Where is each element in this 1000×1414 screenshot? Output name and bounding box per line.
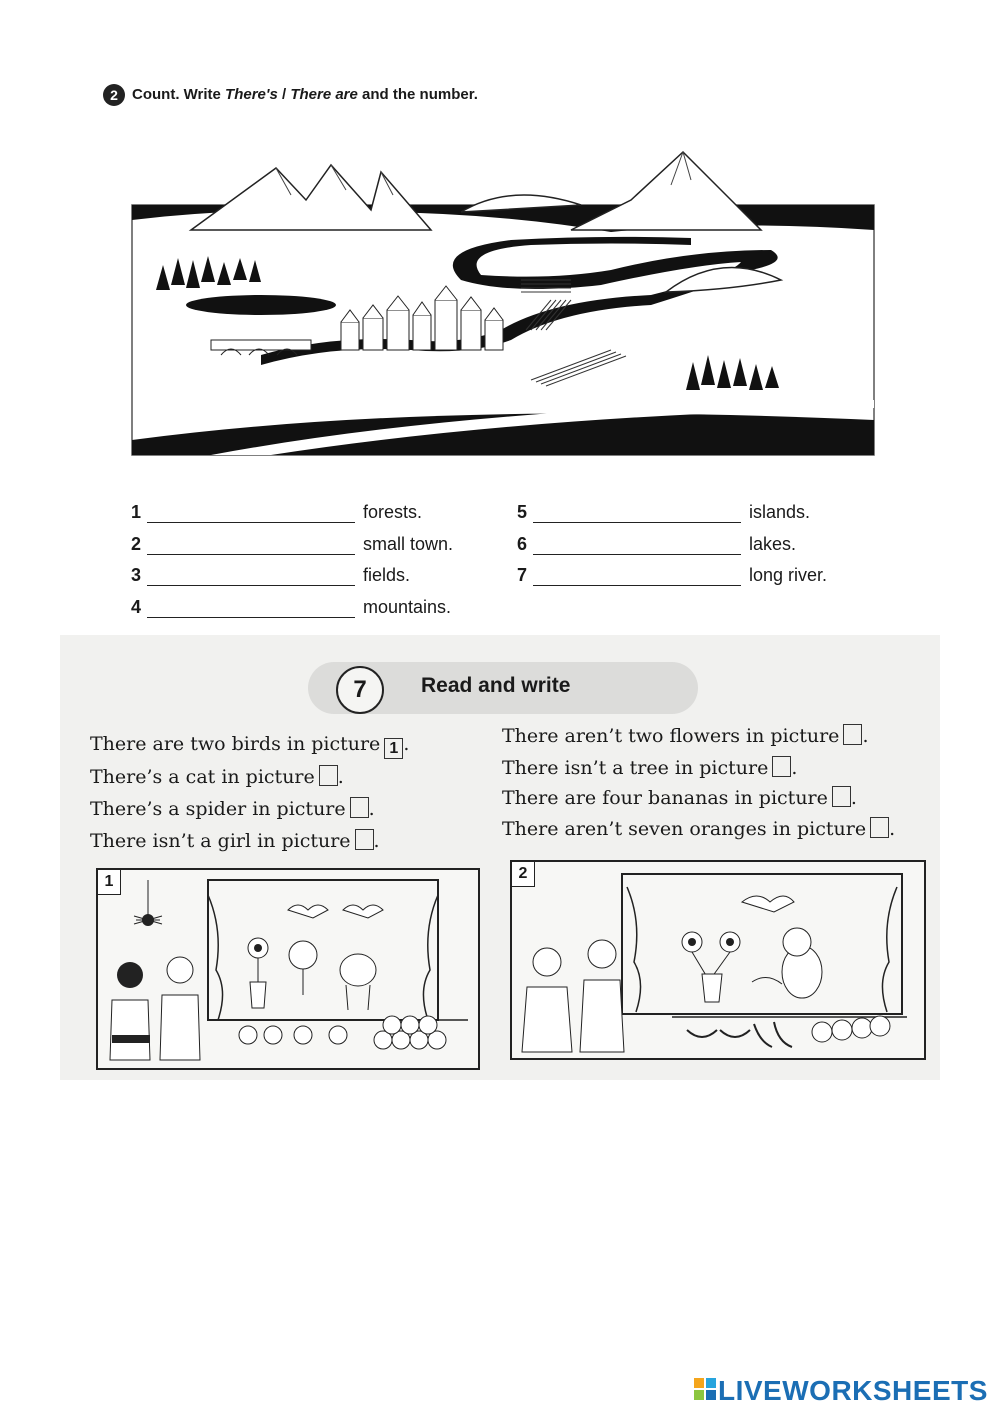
exercise-2-number-badge: 2 [103, 84, 125, 106]
picture-1-illustration [98, 870, 478, 1068]
picture-1 [96, 868, 480, 1070]
sentence-left-1: There are two birds in picture 1 . [90, 733, 410, 757]
sentence-text: There aren’t seven oranges in picture [502, 818, 867, 840]
answer-box[interactable] [772, 756, 791, 777]
answer-blank-5[interactable] [533, 504, 741, 523]
sentence-text: There isn’t a tree in picture [502, 757, 769, 779]
item-number: 2 [131, 534, 142, 554]
liveworksheets-logo-icon [694, 1378, 716, 1400]
exercise-7-number: 7 [336, 666, 384, 714]
instruction-separator: / [277, 86, 291, 103]
fill-row-1 [131, 497, 422, 523]
picture-1-label: 1 [98, 870, 121, 895]
instruction-there-are: There are [290, 86, 358, 103]
answer-box[interactable]: 1 [384, 738, 403, 759]
item-word: islands. [749, 502, 811, 522]
instruction-suffix: and the number. [357, 86, 478, 103]
fill-row-6 [517, 529, 796, 555]
answer-blank-2[interactable] [147, 536, 355, 555]
picture-2 [510, 860, 926, 1060]
sentence-text: There are four bananas in picture [502, 787, 828, 809]
landscape-illustration [131, 150, 875, 456]
answer-blank-7[interactable] [533, 567, 741, 586]
answer-box[interactable] [870, 817, 889, 838]
answer-blank-1[interactable] [147, 504, 355, 523]
item-number: 1 [131, 502, 142, 522]
sentence-text: There isn’t a girl in picture [90, 830, 351, 852]
fill-row-2 [131, 529, 453, 555]
fill-row-3 [131, 560, 410, 586]
picture-2-illustration [512, 862, 924, 1058]
item-word: mountains. [363, 597, 452, 617]
answer-box[interactable] [319, 765, 338, 786]
instruction-theres: There's [225, 86, 278, 103]
answer-box[interactable] [832, 786, 851, 807]
answer-blank-4[interactable] [147, 599, 355, 618]
sentence-right-2: There isn’t a tree in picture . [502, 757, 798, 779]
instruction-prefix: Count. Write [132, 86, 226, 103]
item-word: fields. [363, 565, 411, 585]
liveworksheets-logo-text[interactable]: LIVEWORKSHEETS [718, 1375, 988, 1406]
item-number: 7 [517, 565, 528, 585]
sentence-text: There’s a cat in picture [90, 766, 315, 788]
sentence-right-1: There aren’t two flowers in picture . [502, 725, 869, 747]
item-word: long river. [749, 565, 828, 585]
picture-2-label: 2 [512, 862, 535, 887]
fill-row-7 [517, 560, 827, 586]
sentence-right-4: There aren’t seven oranges in picture . [502, 818, 896, 840]
item-number: 4 [131, 597, 142, 617]
answer-box[interactable] [355, 829, 374, 850]
answer-box[interactable] [350, 797, 369, 818]
item-number: 3 [131, 565, 142, 585]
exercise-2-instructions [132, 86, 478, 103]
sentence-text: There are two birds in picture [90, 733, 381, 755]
fill-row-5 [517, 497, 810, 523]
item-word: lakes. [749, 534, 797, 554]
sentence-right-3: There are four bananas in picture . [502, 787, 857, 809]
item-number: 5 [517, 502, 528, 522]
sentence-left-2: There’s a cat in picture . [90, 766, 344, 788]
sentence-text: There’s a spider in picture [90, 798, 346, 820]
item-word: forests. [363, 502, 423, 522]
sentence-text: There aren’t two flowers in picture [502, 725, 840, 747]
answer-blank-6[interactable] [533, 536, 741, 555]
answer-blank-3[interactable] [147, 567, 355, 586]
sentence-left-3: There’s a spider in picture . [90, 798, 375, 820]
exercise-7-title: Read and write [421, 674, 571, 697]
fill-row-4 [131, 592, 451, 618]
item-word: small town. [363, 534, 454, 554]
answer-box[interactable] [843, 724, 862, 745]
sentence-left-4: There isn’t a girl in picture . [90, 830, 380, 852]
item-number: 6 [517, 534, 528, 554]
